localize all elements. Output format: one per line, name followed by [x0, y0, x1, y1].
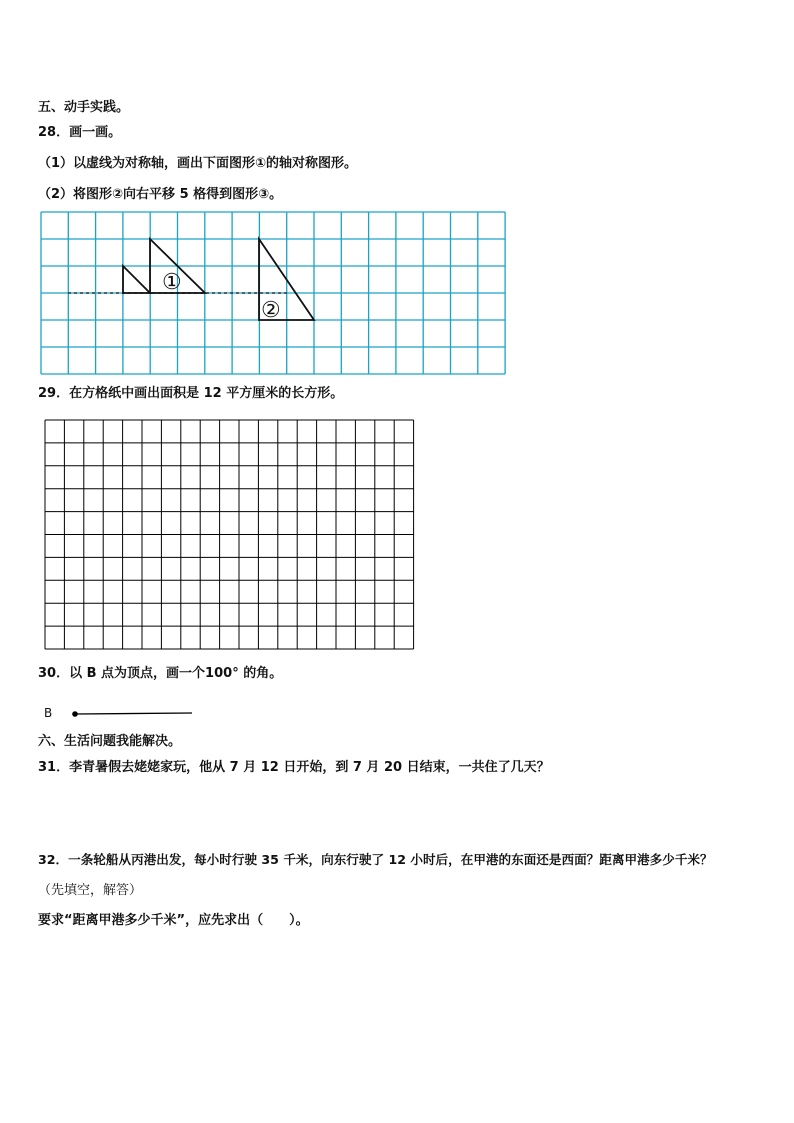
ray-from-b — [68, 707, 196, 721]
section6-heading: 六、生活问题我能解决。 — [38, 734, 182, 749]
q32-note: （先填空，解答） — [38, 883, 143, 898]
q28-grid-figure — [38, 211, 508, 376]
point-b-label: B — [44, 706, 53, 720]
q29-grid-figure — [44, 419, 419, 651]
q29-title: 29．在方格纸中画出面积是 12 平方厘米的长方形。 — [38, 386, 344, 401]
q32-title: 32．一条轮船从丙港出发，每小时行驶 35 千米，向东行驶了 12 小时后，在甲港的东面还是西面？距离甲港多少千米？ — [38, 852, 713, 867]
section5-heading: 五、动手实践。 — [38, 100, 130, 115]
q30-title: 30．以 B 点为顶点，画一个100° 的角。 — [38, 666, 283, 681]
shape-1-label: ① — [162, 270, 182, 295]
q31-title: 31．李青暑假去姥姥家玩，他从 7 月 12 日开始，到 7 月 20 日结束，一共住了几天？ — [38, 760, 550, 775]
ray-line — [75, 713, 192, 714]
q28-part2: （2）将图形②向右平移 5 格得到图形③。 — [38, 187, 283, 202]
q29-grid — [45, 420, 414, 649]
q28-part1: （1）以虚线为对称轴，画出下面图形①的轴对称图形。 — [38, 156, 358, 171]
q28-title: 28．画一画。 — [38, 125, 122, 140]
shape-2-label: ② — [261, 298, 281, 323]
q32-fill: 要求“距离甲港多少千米”，应先求出（ ）。 — [38, 913, 309, 928]
